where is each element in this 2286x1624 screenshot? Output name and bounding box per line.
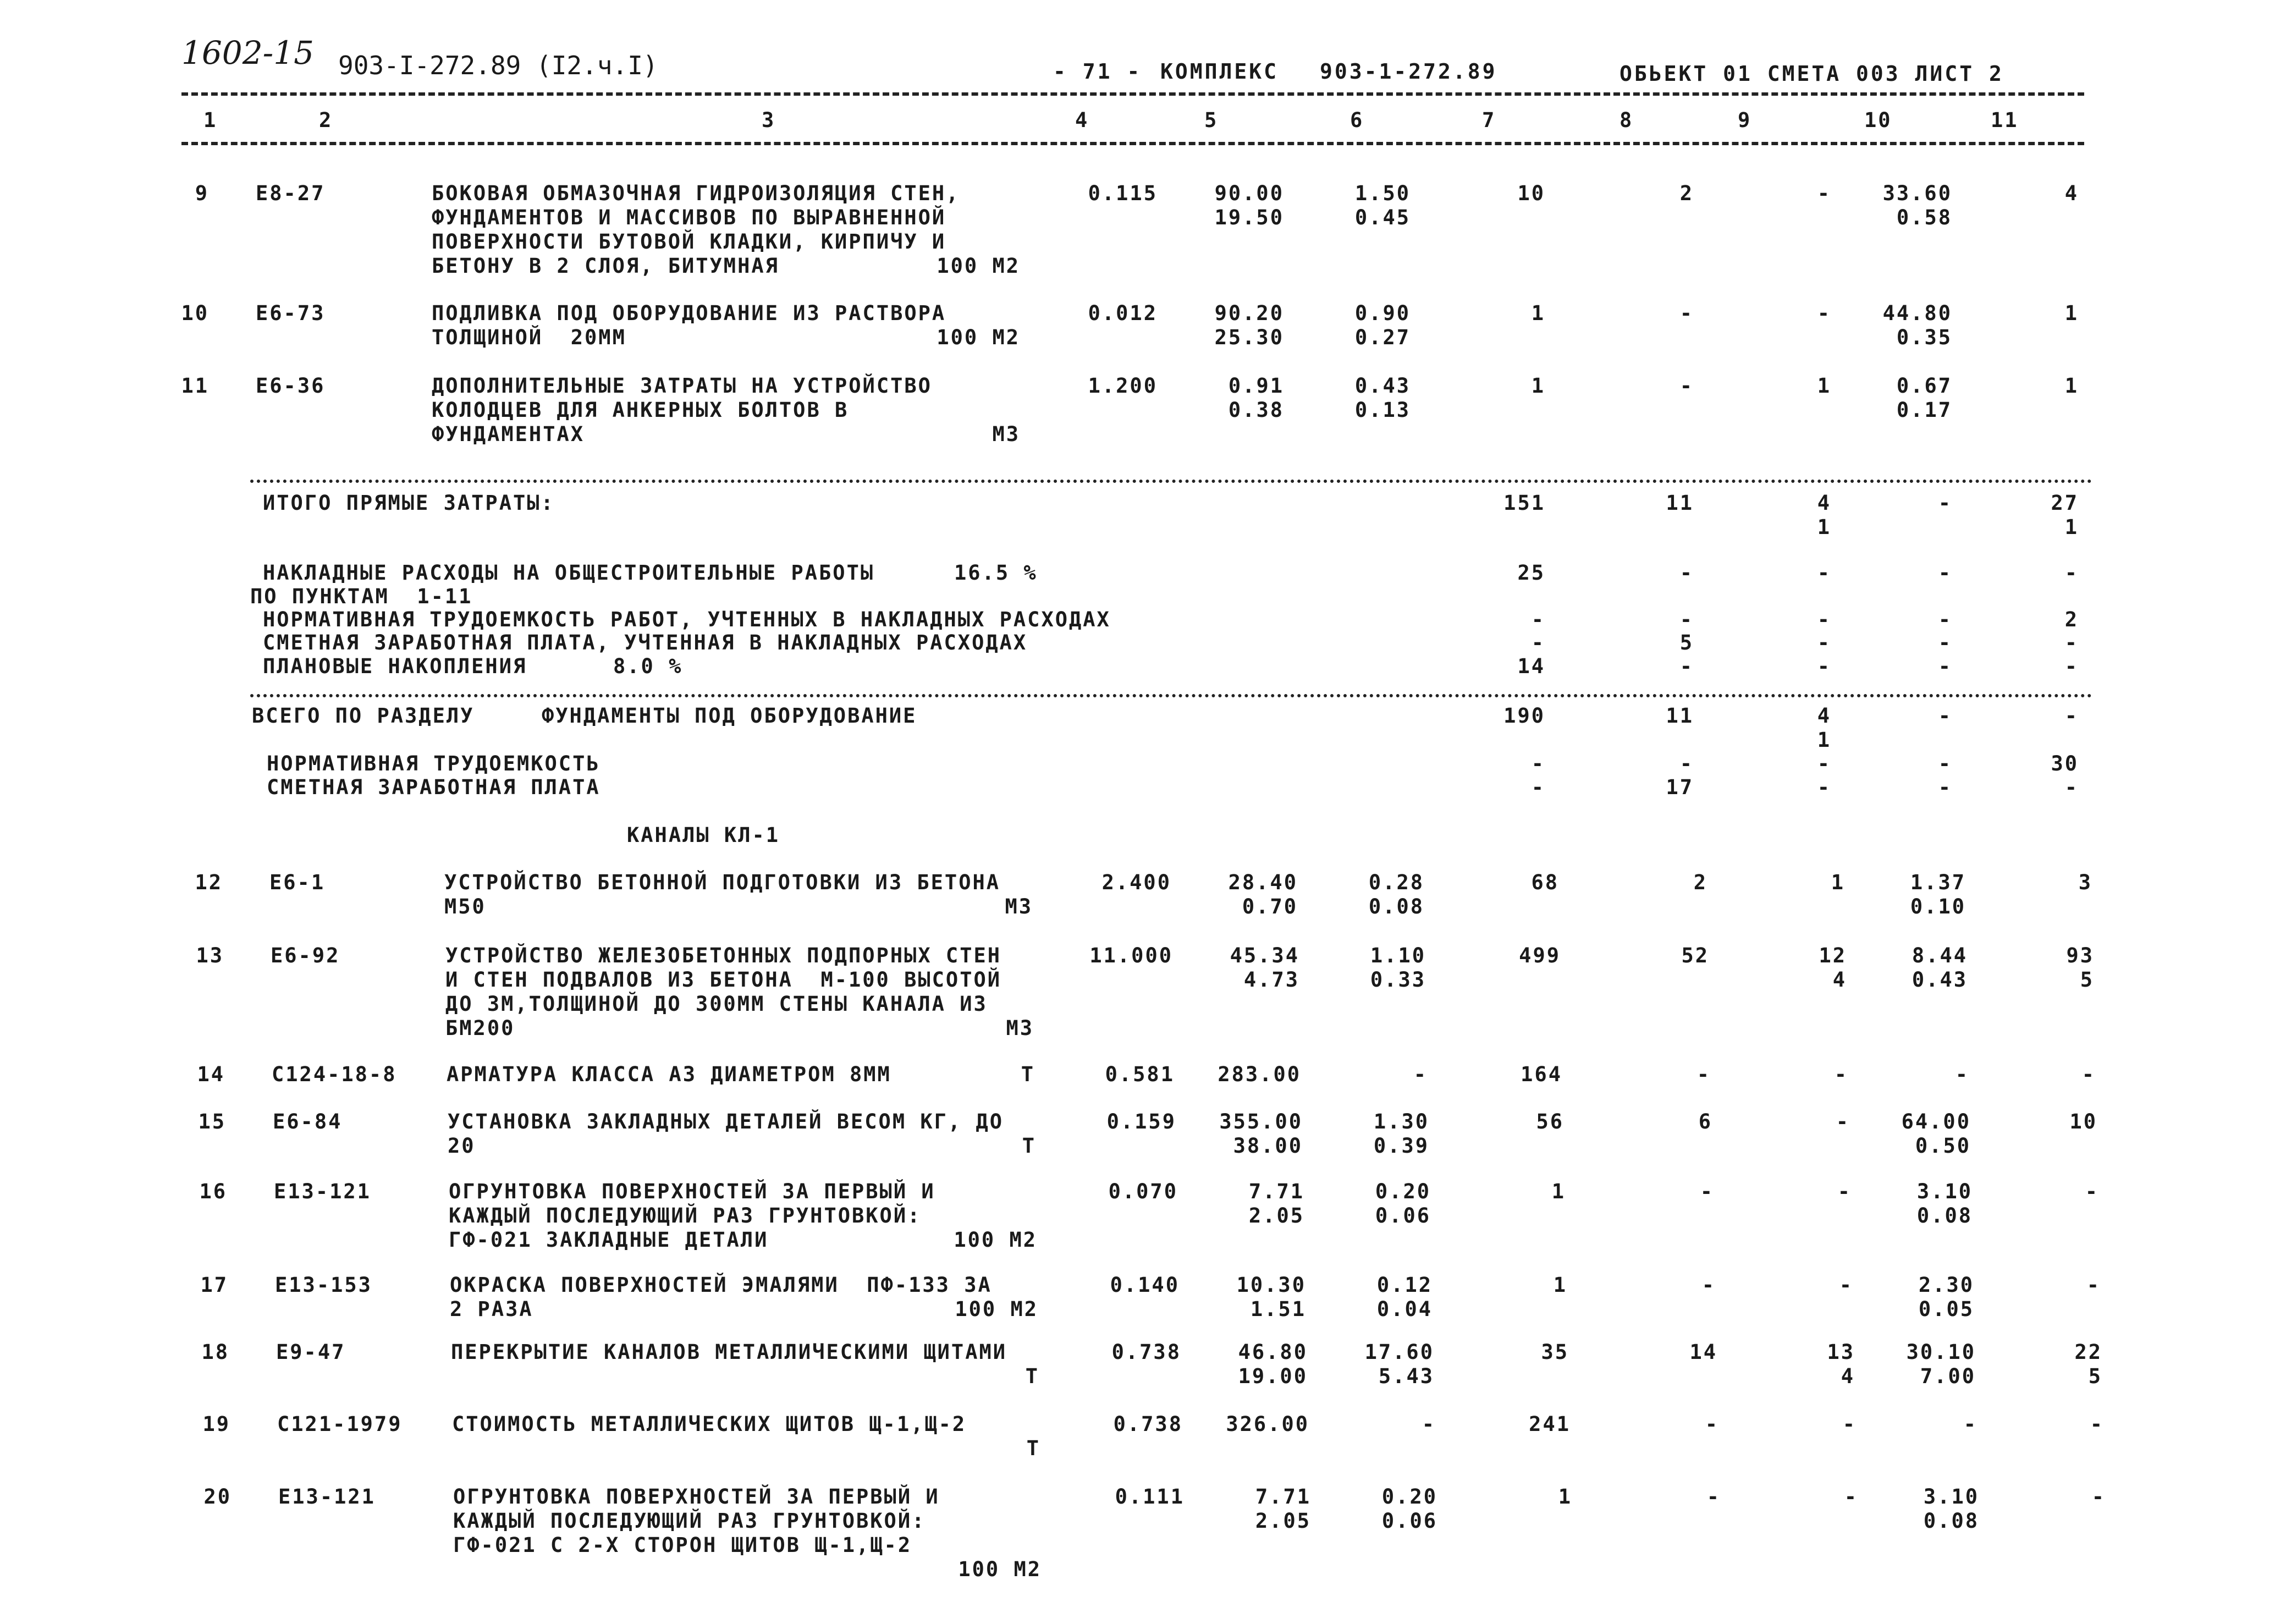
row-col6: 17.60 (1364, 1340, 1434, 1364)
row-col8: 52 (1681, 944, 1709, 967)
row-quantity: 0.140 (1110, 1273, 1180, 1297)
norm_labor-c10: - (1938, 752, 1952, 775)
row-col10: 64.00 (1901, 1110, 1971, 1133)
savings-label: ПЛАНОВЫЕ НАКОПЛЕНИЯ (263, 654, 527, 678)
row-col11: - (2081, 1063, 2096, 1086)
row-number: 14 (197, 1063, 225, 1086)
row-col9: - (1839, 1273, 1853, 1297)
row-col10: 2.30 (1918, 1273, 1974, 1297)
row-col6: 0.20 (1375, 1180, 1431, 1203)
direct-c11: 27 (2051, 491, 2079, 515)
row-col8: - (1679, 374, 1694, 398)
smeta_wage-c11: - (2064, 775, 2079, 799)
row-col8: - (1706, 1485, 1721, 1509)
row-col5: 2.05 (1248, 1204, 1304, 1227)
row-description: ФУНДАМЕНТАХ (432, 422, 585, 446)
row-col9: 1 (1831, 871, 1845, 894)
row-col8: - (1701, 1273, 1716, 1297)
header-rule-bottom (181, 142, 2084, 145)
savings-c11: - (2064, 654, 2079, 678)
row-col9: 4 (1841, 1364, 1855, 1388)
direct-c9: 1 (1817, 515, 1831, 539)
row-col10: 0.17 (1896, 398, 1952, 422)
row-col5: 25.30 (1214, 326, 1284, 349)
column-header-2: 2 (319, 108, 333, 132)
row-col9: - (1836, 1110, 1850, 1133)
column-header-10: 10 (1864, 108, 1892, 132)
row-col10: 8.44 (1912, 944, 1968, 967)
row-description: 20 (448, 1134, 476, 1158)
row-unit: М3 (1006, 1016, 1034, 1040)
row-col9: 13 (1827, 1340, 1855, 1364)
row-quantity: 0.159 (1106, 1110, 1176, 1133)
row-col10: 0.08 (1916, 1204, 1973, 1227)
row-unit: Т (1022, 1134, 1036, 1158)
labor_norm-c10: - (1938, 608, 1952, 631)
row-quantity: 11.000 (1089, 944, 1173, 967)
row-description: ТОЛЩИНОЙ 20ММ (432, 326, 626, 349)
wage-c7: - (1531, 631, 1545, 654)
row-col9: - (1834, 1063, 1848, 1086)
row-col6: 0.13 (1354, 398, 1411, 422)
row-col6: - (1422, 1412, 1436, 1436)
wage-c9: - (1817, 631, 1831, 654)
row-description: ПОВЕРХНОСТИ БУТОВОЙ КЛАДКИ, КИРПИЧУ И (432, 230, 946, 254)
row-number: 9 (195, 181, 209, 205)
row-col11: 5 (2088, 1364, 2102, 1388)
row-col10: 33.60 (1882, 181, 1952, 205)
complex-label: КОМПЛЕКС (1160, 59, 1279, 84)
row-number: 11 (181, 374, 209, 398)
row-description: ОГРУНТОВКА ПОВЕРХНОСТЕЙ ЗА ПЕРВЫЙ И (449, 1180, 935, 1203)
savings-c8: - (1679, 654, 1694, 678)
row-col6: 0.06 (1381, 1509, 1437, 1533)
row-col9: - (1842, 1412, 1857, 1436)
column-header-8: 8 (1620, 108, 1634, 132)
row-number: 10 (181, 301, 209, 325)
row-col5: 355.00 (1219, 1110, 1303, 1133)
row-number: 18 (201, 1340, 229, 1364)
section-c9: 4 (1817, 704, 1831, 728)
row-col6: 0.06 (1375, 1204, 1431, 1227)
row-col7: 10 (1517, 181, 1545, 205)
row-col10: 0.35 (1896, 326, 1952, 349)
row-code: Е9-47 (276, 1340, 346, 1364)
handwritten-code: 1602-15 (181, 34, 315, 71)
row-code: Е8-27 (256, 181, 326, 205)
row-col6: 0.27 (1354, 326, 1411, 349)
row-description: М50 (444, 895, 486, 918)
row-number: 12 (195, 871, 223, 894)
norm-labor-label: НОРМАТИВНАЯ ТРУДОЕМКОСТЬ (267, 752, 601, 775)
row-description: ОКРАСКА ПОВЕРХНОСТЕЙ ЭМАЛЯМИ ПФ-133 ЗА (450, 1273, 992, 1297)
row-unit: М3 (1005, 895, 1033, 918)
row-col11: 1 (2064, 374, 2079, 398)
overhead-label: НАКЛАДНЫЕ РАСХОДЫ НА ОБЩЕСТРОИТЕЛЬНЫЕ РАБОТЫ (263, 561, 875, 585)
row-unit: М3 (992, 422, 1020, 446)
row-code: Е13-121 (278, 1485, 376, 1509)
row-unit: 100 М2 (937, 326, 1020, 349)
row-col11: 93 (2066, 944, 2094, 967)
row-col5: 45.34 (1230, 944, 1299, 967)
row-col10: 0.08 (1923, 1509, 1979, 1533)
row-col8: 2 (1679, 181, 1694, 205)
row-col5: 46.80 (1238, 1340, 1308, 1364)
row-col10: 44.80 (1882, 301, 1952, 325)
direct-c9: 4 (1817, 491, 1831, 515)
overhead-c8: - (1679, 561, 1694, 585)
row-col9: - (1844, 1485, 1858, 1509)
row-quantity: 0.115 (1088, 181, 1158, 205)
row-col5: 7.71 (1248, 1180, 1304, 1203)
savings-c9: - (1817, 654, 1831, 678)
norm_labor-c11: 30 (2051, 752, 2079, 775)
row-unit: 100 М2 (958, 1557, 1042, 1581)
row-unit: 100 М2 (955, 1297, 1038, 1321)
row-description: БОКОВАЯ ОБМАЗОЧНАЯ ГИДРОИЗОЛЯЦИЯ СТЕН, (432, 181, 960, 205)
row-col6: 0.33 (1370, 968, 1426, 992)
direct-c11: 1 (2064, 515, 2079, 539)
row-code: Е6-36 (256, 374, 326, 398)
wage-c8: 5 (1679, 631, 1694, 654)
overhead-c7: 25 (1517, 561, 1545, 585)
section-c7: 190 (1503, 704, 1545, 728)
row-col10: 30.10 (1906, 1340, 1976, 1364)
wage-c11: - (2064, 631, 2079, 654)
row-col11: 5 (2080, 968, 2094, 992)
row-col10: - (1955, 1063, 1969, 1086)
row-description: УСТАНОВКА ЗАКЛАДНЫХ ДЕТАЛЕЙ ВЕСОМ КГ, ДО (448, 1110, 1004, 1133)
row-col5: 28.40 (1228, 871, 1298, 894)
row-code: С124-18-8 (272, 1063, 397, 1086)
row-col8: - (1700, 1180, 1714, 1203)
row-col6: 0.08 (1368, 895, 1424, 918)
row-col7: 241 (1529, 1412, 1571, 1436)
labor_norm-c8: - (1679, 608, 1694, 631)
column-header-11: 11 (1991, 108, 2019, 132)
row-quantity: 0.070 (1108, 1180, 1178, 1203)
row-col9: - (1817, 301, 1831, 325)
row-col6: 0.90 (1354, 301, 1411, 325)
row-description: УСТРОЙСТВО БЕТОННОЙ ПОДГОТОВКИ ИЗ БЕТОНА (444, 871, 1001, 894)
row-col6: 1.10 (1370, 944, 1426, 967)
dotted-separator-1 (250, 480, 2092, 483)
smeta_wage-c10: - (1938, 775, 1952, 799)
object-info: ОБЬЕКТ 01 СМЕТА 003 ЛИСТ 2 (1620, 62, 2004, 86)
row-col7: 1 (1558, 1485, 1572, 1509)
savings-pct: 8.0 % (613, 654, 683, 678)
row-quantity: 0.111 (1115, 1485, 1185, 1509)
row-quantity: 0.012 (1088, 301, 1158, 325)
column-header-5: 5 (1204, 108, 1219, 132)
row-number: 17 (200, 1273, 228, 1297)
row-col6: 1.50 (1354, 181, 1411, 205)
smeta_wage-c8: 17 (1666, 775, 1694, 799)
row-col7: 164 (1521, 1063, 1562, 1086)
row-col10: 0.50 (1915, 1134, 1971, 1158)
row-col10: 3.10 (1916, 1180, 1973, 1203)
row-quantity: 0.738 (1111, 1340, 1181, 1364)
row-description: КАЖДЫЙ ПОСЛЕДУЮЩИЙ РАЗ ГРУНТОВКОЙ: (453, 1509, 926, 1533)
row-col10: 0.58 (1896, 206, 1952, 229)
row-col10: 1.37 (1910, 871, 1966, 894)
row-number: 16 (199, 1180, 227, 1203)
row-code: Е6-92 (271, 944, 340, 967)
row-col7: 1 (1531, 374, 1545, 398)
row-col6: 0.04 (1376, 1297, 1433, 1321)
row-description: ФУНДАМЕНТОВ И МАССИВОВ ПО ВЫРАВНЕННОЙ (432, 206, 946, 229)
row-description: ПОДЛИВКА ПОД ОБОРУДОВАНИЕ ИЗ РАСТВОРА (432, 301, 946, 325)
row-description: БМ200 (445, 1016, 515, 1040)
row-col8: 2 (1693, 871, 1707, 894)
row-number: 20 (203, 1485, 232, 1509)
row-col6: 0.28 (1368, 871, 1424, 894)
wage-c10: - (1938, 631, 1952, 654)
smeta_wage-c7: - (1531, 775, 1545, 799)
dotted-separator-2 (250, 694, 2092, 697)
row-quantity: 0.581 (1105, 1063, 1175, 1086)
labor-norm-label: НОРМАТИВНАЯ ТРУДОЕМКОСТЬ РАБОТ, УЧТЕННЫХ В НАКЛАДНЫХ РАСХОДАХ (263, 608, 1111, 631)
row-col6: 0.43 (1354, 374, 1411, 398)
direct-c7: 151 (1503, 491, 1545, 515)
row-col5: 1.51 (1250, 1297, 1306, 1321)
column-header-6: 6 (1350, 108, 1364, 132)
row-code: Е13-121 (274, 1180, 371, 1203)
row-col6: 5.43 (1378, 1364, 1434, 1388)
row-description: ГФ-021 ЗАКЛАДНЫЕ ДЕТАЛИ (449, 1228, 769, 1252)
row-col5: 4.73 (1243, 968, 1299, 992)
labor_norm-c9: - (1817, 608, 1831, 631)
norm_labor-c9: - (1817, 752, 1831, 775)
direct-costs-label: ИТОГО ПРЯМЫЕ ЗАТРАТЫ: (263, 491, 555, 515)
section-c11: - (2064, 704, 2079, 728)
row-col8: - (1696, 1063, 1711, 1086)
row-number: 13 (196, 944, 224, 967)
overhead-pct: 16.5 % (954, 561, 1038, 585)
row-quantity: 0.738 (1113, 1412, 1183, 1436)
row-number: 19 (202, 1412, 230, 1436)
direct-c10: - (1938, 491, 1952, 515)
row-col7: 68 (1531, 871, 1559, 894)
smeta_wage-c9: - (1817, 775, 1831, 799)
labor_norm-c11: 2 (2064, 608, 2079, 631)
row-col6: 1.30 (1373, 1110, 1429, 1133)
row-description: И СТЕН ПОДВАЛОВ ИЗ БЕТОНА М-100 ВЫСОТОЙ (445, 968, 1002, 992)
section-c8: 11 (1666, 704, 1694, 728)
row-col7: 1 (1531, 301, 1545, 325)
row-description: ГФ-021 С 2-Х СТОРОН ЩИТОВ Щ-1,Щ-2 (453, 1533, 912, 1557)
page-mark: - 71 - (1053, 59, 1142, 84)
row-col9: 4 (1832, 968, 1847, 992)
row-description: ОГРУНТОВКА ПОВЕРХНОСТЕЙ ЗА ПЕРВЫЙ И (453, 1485, 940, 1509)
header-rule-top (181, 92, 2084, 96)
row-col10: 0.05 (1918, 1297, 1974, 1321)
row-col10: - (1963, 1412, 1977, 1436)
wage-label: СМЕТНАЯ ЗАРАБОТНАЯ ПЛАТА, УЧТЕННАЯ В НАКЛАДНЫХ РАСХОДАХ (263, 631, 1028, 654)
row-description: БЕТОНУ В 2 СЛОЯ, БИТУМНАЯ (432, 254, 779, 278)
row-unit: 100 М2 (954, 1228, 1037, 1252)
complex-number: 903-1-272.89 (1320, 59, 1497, 84)
row-col11: - (2085, 1180, 2099, 1203)
row-col6: 0.12 (1376, 1273, 1433, 1297)
row-col6: - (1413, 1063, 1428, 1086)
smeta-wage-label: СМЕТНАЯ ЗАРАБОТНАЯ ПЛАТА (267, 775, 601, 799)
row-col11: - (2091, 1485, 2106, 1509)
norm_labor-c7: - (1531, 752, 1545, 775)
row-description: ПЕРЕКРЫТИЕ КАНАЛОВ МЕТАЛЛИЧЕСКИМИ ЩИТАМИ (451, 1340, 1007, 1364)
row-col5: 10.30 (1236, 1273, 1306, 1297)
row-col5: 19.50 (1214, 206, 1284, 229)
row-col7: 35 (1541, 1340, 1569, 1364)
row-col11: - (2086, 1273, 2101, 1297)
row-code: Е6-73 (256, 301, 326, 325)
row-unit: Т (1021, 1063, 1035, 1086)
row-description: КАЖДЫЙ ПОСЛЕДУЮЩИЙ РАЗ ГРУНТОВКОЙ: (449, 1204, 922, 1227)
row-description: 2 РАЗА (450, 1297, 533, 1321)
overhead-c11: - (2064, 561, 2079, 585)
row-description: КОЛОДЦЕВ ДЛЯ АНКЕРНЫХ БОЛТОВ В (432, 398, 849, 422)
row-code: Е6-1 (269, 871, 326, 894)
row-col5: 7.71 (1255, 1485, 1311, 1509)
row-description: ДО 3М,ТОЛЩИНОЙ ДО 300ММ СТЕНЫ КАНАЛА ИЗ (445, 992, 988, 1016)
row-col7: 499 (1519, 944, 1561, 967)
norm_labor-c8: - (1679, 752, 1694, 775)
doc-number: 903-I-272.89 (I2.ч.I) (338, 51, 658, 80)
row-description: СТОИМОСТЬ МЕТАЛЛИЧЕСКИХ ЩИТОВ Щ-1,Щ-2 (452, 1412, 967, 1436)
row-col5: 0.70 (1242, 895, 1298, 918)
row-quantity: 1.200 (1088, 374, 1158, 398)
row-number: 15 (198, 1110, 226, 1133)
column-header-7: 7 (1482, 108, 1496, 132)
row-col8: - (1679, 301, 1694, 325)
row-col9: - (1817, 181, 1831, 205)
row-col5: 326.00 (1226, 1412, 1309, 1436)
row-description: ДОПОЛНИТЕЛЬНЫЕ ЗАТРАТЫ НА УСТРОЙСТВО (432, 374, 932, 398)
labor_norm-c7: - (1531, 608, 1545, 631)
row-unit: Т (1025, 1364, 1039, 1388)
row-code: Е6-84 (273, 1110, 343, 1133)
row-col11: 3 (2078, 871, 2092, 894)
row-col5: 0.38 (1228, 398, 1284, 422)
column-header-3: 3 (762, 108, 776, 132)
row-col10: 7.00 (1920, 1364, 1976, 1388)
row-col10: 3.10 (1923, 1485, 1979, 1509)
column-header-1: 1 (203, 108, 218, 132)
row-col11: 10 (2069, 1110, 2097, 1133)
row-col9: 1 (1817, 374, 1831, 398)
row-col5: 90.00 (1214, 181, 1284, 205)
row-col9: 12 (1819, 944, 1847, 967)
row-col8: 14 (1689, 1340, 1717, 1364)
row-code: С121-1979 (277, 1412, 403, 1436)
row-col6: 0.39 (1373, 1134, 1429, 1158)
row-code: Е13-153 (275, 1273, 372, 1297)
savings-c10: - (1938, 654, 1952, 678)
row-col10: 0.10 (1910, 895, 1966, 918)
row-col7: 56 (1536, 1110, 1564, 1133)
row-col5: 19.00 (1238, 1364, 1308, 1388)
row-col5: 90.20 (1214, 301, 1284, 325)
row-col8: 6 (1698, 1110, 1712, 1133)
section-title: КАНАЛЫ КЛ-1 (627, 823, 780, 847)
overhead-points: ПО ПУНКТАМ 1-11 (250, 585, 473, 608)
row-col7: 1 (1553, 1273, 1567, 1297)
section-c9: 1 (1817, 728, 1831, 752)
overhead-c9: - (1817, 561, 1831, 585)
row-col11: - (2090, 1412, 2104, 1436)
row-col6: 0.20 (1381, 1485, 1437, 1509)
row-col10: 0.43 (1912, 968, 1968, 992)
direct-c8: 11 (1666, 491, 1694, 515)
column-header-9: 9 (1738, 108, 1752, 132)
row-col7: 1 (1551, 1180, 1566, 1203)
section-total-label: ВСЕГО ПО РАЗДЕЛУ (252, 704, 475, 728)
row-unit: Т (1026, 1436, 1040, 1460)
row-col9: - (1837, 1180, 1852, 1203)
section-total-name: ФУНДАМЕНТЫ ПОД ОБОРУДОВАНИЕ (542, 704, 917, 728)
row-col5: 2.05 (1255, 1509, 1311, 1533)
savings-c7: 14 (1517, 654, 1545, 678)
row-col10: 0.67 (1896, 374, 1952, 398)
row-col11: 4 (2064, 181, 2079, 205)
row-col11: 22 (2074, 1340, 2102, 1364)
column-header-4: 4 (1075, 108, 1089, 132)
overhead-c10: - (1938, 561, 1952, 585)
row-col6: 0.45 (1354, 206, 1411, 229)
section-c10: - (1938, 704, 1952, 728)
row-col8: - (1705, 1412, 1719, 1436)
row-col5: 283.00 (1218, 1063, 1301, 1086)
row-col11: 1 (2064, 301, 2079, 325)
row-description: УСТРОЙСТВО ЖЕЛЕЗОБЕТОННЫХ ПОДПОРНЫХ СТЕН (445, 944, 1002, 967)
row-col5: 38.00 (1233, 1134, 1303, 1158)
row-col5: 0.91 (1228, 374, 1284, 398)
row-unit: 100 М2 (937, 254, 1020, 278)
row-description: АРМАТУРА КЛАССА А3 ДИАМЕТРОМ 8ММ (447, 1063, 891, 1086)
row-quantity: 2.400 (1101, 871, 1171, 894)
